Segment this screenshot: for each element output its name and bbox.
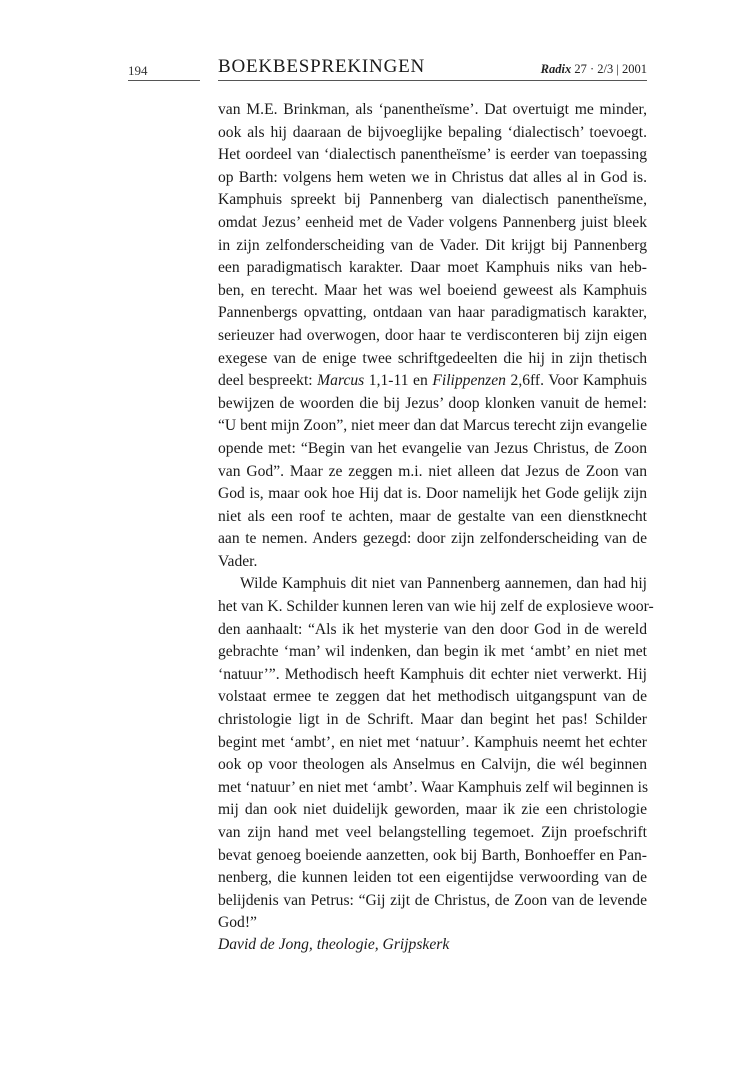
text-line: omdat Jezus’ eenheid met de Vader volgens Pannenberg juist bleek (218, 213, 647, 231)
scripture-reference-filippenzen: Filippenzen (432, 372, 506, 390)
text-line: in zijn zelfonderscheiding van de Vader. Dit krijgt bij Pannenberg (218, 236, 647, 254)
text-line: gebrachte ‘man’ wil indenken, dan begin ik met ‘ambt’ en niet met (218, 643, 647, 661)
header-rule-left (128, 80, 200, 81)
text-line: serieuzer had overwogen, door haar te verdisconteren bij zijn eigen (218, 326, 647, 344)
journal-name: Radix (540, 62, 572, 76)
text-line: christologie ligt in de Schrift. Maar dan begint het pas! Schilder (218, 711, 647, 729)
text-line: het van K. Schilder kunnen leren van wie hij zelf de explosieve woor- (218, 598, 654, 616)
text-segment: 1,1-11 en (364, 372, 433, 390)
text-line: niet als een roof te achten, maar de gestalte van een dienstknecht (218, 507, 647, 525)
journal-issue: 27 · 2/3 | 2001 (574, 62, 647, 76)
text-line: begint met ‘ambt’, en niet met ‘natuur’. Kamphuis neemt het echter (218, 733, 647, 751)
text-line: van zijn hand met veel belangstelling tegemoet. Zijn proefschrift (218, 824, 647, 841)
text-line: ‘natuur’”. Methodisch heeft Kamphuis dit echter niet verwerkt. Hij (218, 665, 647, 683)
text-line: exegese van de enige twee schriftgedeelten die hij in zijn thetisch (218, 349, 647, 367)
header-rule-right (218, 80, 647, 81)
scripture-reference-marcus: Marcus (317, 372, 365, 390)
text-line: Vader. (218, 552, 258, 570)
text-line: Wilde Kamphuis dit niet van Pannenberg aannemen, dan had hij (240, 575, 647, 593)
text-line: ook op voor theologen als Anselmus en Calvijn, die wél beginnen (218, 756, 647, 774)
text-line: Kamphuis spreekt bij Pannenberg van dialectisch panentheïsme, (218, 191, 647, 209)
text-line: opende met: “Begin van het evangelie van Jezus Christus, de Zoon (218, 439, 647, 457)
page-number: 194 (128, 63, 148, 78)
section-title: BOEKBESPREKINGEN (218, 56, 426, 77)
text-line: bewijzen de woorden die bij Jezus’ doop klonken vanuit de hemel: (218, 394, 647, 412)
text-line: mij dan ook niet duidelijk geworden, maar ik zie een christologie (218, 801, 647, 819)
text-line: belijdenis van Petrus: “Gij zijt de Christus, de Zoon van de levende (218, 891, 647, 909)
article-body (218, 99, 654, 935)
text-line: op Barth: volgens hem weten we in Christus dat alles al in God is. (218, 168, 647, 186)
text-line: met ‘natuur’ en niet met ‘ambt’. Waar Kamphuis zelf wil beginnen is (218, 778, 649, 796)
text-line: Het oordeel van ‘dialectisch panentheïsme’ is eerder van toepassing (218, 146, 647, 164)
text-segment: deel bespreekt: (218, 372, 318, 390)
text-line: aan te nemen. Anders gezegd: door zijn zelfonderscheiding van de (218, 530, 647, 548)
text-line: volstaat ermee te zeggen dat het methodisch uitgangspunt van de (218, 688, 647, 706)
text-line: van M.E. Brinkman, als ‘panentheïsme’. Dat overtuigt me minder, (218, 101, 647, 118)
text-line: nenberg, die kunnen leiden tot een eigentijdse verwoording van de (218, 869, 647, 887)
journal-reference (541, 62, 647, 77)
text-line: bevat genoeg boeiende aanzetten, ook bij Barth, Bonhoeffer en Pan- (218, 846, 647, 864)
text-line: ben, en terecht. Maar het was wel boeiend geweest als Kamphuis (218, 281, 647, 299)
text-line: ook als hij daaraan de bijvoeglijke bepaling ‘dialectisch’ toevoegt. (218, 123, 647, 141)
text-line: van God”. Maar ze zeggen m.i. niet alleen dat Jezus de Zoon van (218, 462, 647, 480)
text-line: God!” (218, 914, 257, 932)
text-line: den aanhaalt: “Als ik het mysterie van den door God in de wereld (218, 620, 647, 638)
author-signature: David de Jong, theologie, Grijpskerk (218, 936, 450, 953)
text-line: Pannenbergs opvatting, ontdaan van haar paradigmatisch karakter, (218, 304, 647, 322)
text-line-references (218, 370, 647, 393)
text-line: een paradigmatisch karakter. Daar moet Kamphuis niks van heb- (218, 259, 647, 277)
text-segment: 2,6ff. Voor Kamphuis (505, 372, 647, 390)
text-line: God is, maar ook hoe Hij dat is. Door namelijk het Gode gelijk zijn (218, 485, 647, 503)
text-line: “U bent mijn Zoon”, niet meer dan dat Marcus terecht zijn evangelie (218, 417, 647, 435)
